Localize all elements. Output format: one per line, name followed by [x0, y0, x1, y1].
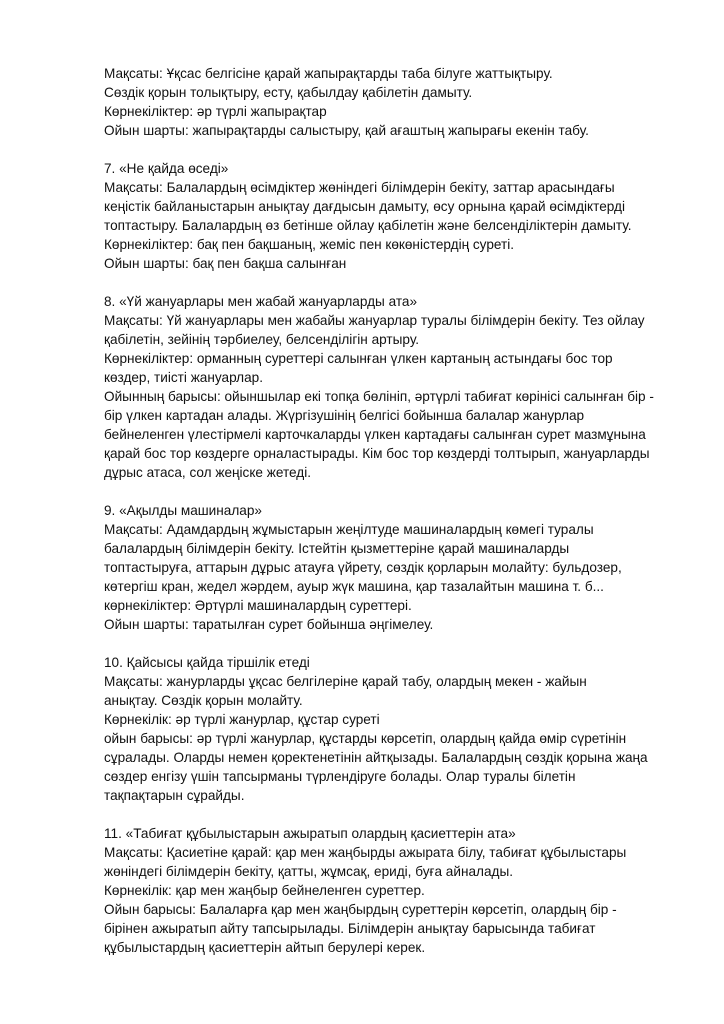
section-line: қабілетін, зейінің тәрбиелеу, белсенділігін артыру.	[104, 332, 420, 347]
section-line: Көрнекіліктер: бақ пен бақшаның, жеміс пен көкөністердің суреті.	[104, 237, 515, 252]
section-line: бейнеленген үлестірмелі карточкаларды үлкен картадағы салынған сурет мазмұнына	[104, 427, 646, 442]
section-11	[104, 824, 664, 957]
section-line: бірінен ажыратып айту тапсырылады. Білімдерін анықтау барысында табиғат	[104, 921, 596, 936]
section-8	[104, 292, 664, 482]
section-line: көрнекіліктер: Әртүрлі машиналардың суреттері.	[104, 598, 412, 613]
intro-line: Сөздік қорын толықтыру, есту, қабылдау қабілетін дамыту.	[104, 85, 473, 100]
intro-line: Мақсаты: Ұқсас белгісіне қарай жапырақтарды таба білуге жаттықтыру.	[104, 66, 553, 81]
section-line: Мақсаты: Балалардың өсімдіктер жөніндегі білімдерін бекіту, заттар арасындағы	[104, 180, 615, 195]
section-line: Мақсаты: жанурларды ұқсас белгілеріне қарай табу, олардың мекен - жайын	[104, 674, 587, 689]
section-line: қарай бос тор көздерге орналастырады. Кім бос тор көздерді толтырып, жануарларды	[104, 446, 650, 461]
section-line: жөніндегі білімдерін бекіту, қатты, жұмсақ, ериді, буға айналады.	[104, 864, 513, 879]
section-line: сөздер енгізу үшін тапсырманы түрлендіруге болады. Олар туралы білетін	[104, 769, 576, 784]
section-7	[104, 159, 664, 273]
section-line: топтастыру. Балалардың өз бетінше ойлау қабілетін және белсенділіктерін дамыту.	[104, 218, 632, 233]
document-page	[104, 64, 664, 976]
intro-line: Көрнекіліктер: әр түрлі жапырақтар	[104, 104, 327, 119]
section-line: Көрнекілік: қар мен жаңбыр бейнеленген суреттер.	[104, 883, 425, 898]
section-line: Мақсаты: Қасиетіне қарай: қар мен жаңбырды ажырата білу, табиғат құбылыстары	[104, 845, 627, 860]
section-line: Көрнекілік: әр түрлі жанурлар, құстар суреті	[104, 712, 380, 727]
section-title: 11. «Табиғат құбылыстарын ажыратып олардың қасиеттерін ата»	[104, 826, 516, 841]
intro-block	[104, 64, 664, 140]
section-line: Ойын шарты: бақ пен бақша салынған	[104, 256, 347, 271]
section-line: Көрнекіліктер: орманның суреттері салынған үлкен картаның астындағы бос тор	[104, 351, 613, 366]
section-line: сұралады. Оларды немен қоректенетінін айтқызады. Балалардың сөздік қорына жаңа	[104, 750, 648, 765]
section-title: 9. «Ақылды машиналар»	[104, 503, 262, 518]
section-line: құбылыстардың қасиеттерін айтып берулері керек.	[104, 940, 426, 955]
section-line: көтергіш кран, жедел жәрдем, ауыр жүк машина, қар тазалайтын машина т. б...	[104, 579, 604, 594]
section-line: кеңістік байланыстарын анықтау дағдысын дамыту, өсу орнына қарай өсімдіктерді	[104, 199, 625, 214]
section-line: балалардың білімдерін бекіту. Істейтін қызметтеріне қарай машиналарды	[104, 541, 570, 556]
section-line: топтастыруға, аттарын дұрыс атауға үйрету, сөздік қорларын молайту: бульдозер,	[104, 560, 622, 575]
section-line: Мақсаты: Адамдардың жұмыстарын жеңілтуде машиналардың көмегі туралы	[104, 522, 594, 537]
section-line: анықтау. Сөздік қорын молайту.	[104, 693, 303, 708]
section-line: тақпақтарын сұрайды.	[104, 788, 245, 803]
section-line: Ойын шарты: таратылған сурет бойынша әңгімелеу.	[104, 617, 434, 632]
section-title: 8. «Үй жануарлары мен жабай жануарларды ата»	[104, 294, 418, 309]
section-title: 7. «Не қайда өседі»	[104, 161, 229, 176]
section-line: дұрыс атаса, сол жеңіске жетеді.	[104, 465, 312, 480]
section-title: 10. Қайсысы қайда тіршілік етеді	[104, 655, 310, 670]
section-10	[104, 653, 664, 805]
section-line: көздер, тиісті жануарлар.	[104, 370, 263, 385]
section-line: бір үлкен картадан алады. Жүргізушінің белгісі бойынша балалар жанурлар	[104, 408, 585, 423]
intro-line: Ойын шарты: жапырақтарды салыстыру, қай ағаштың жапырағы екенін табу.	[104, 123, 589, 138]
section-line: Ойынның барысы: ойыншылар екі топқа бөлініп, әртүрлі табиғат көрінісі салынған бір -	[104, 389, 654, 404]
section-9	[104, 501, 664, 634]
section-line: Ойын барысы: Балаларға қар мен жаңбырдың суреттерін көрсетіп, олардың бір -	[104, 902, 617, 917]
section-line: Мақсаты: Үй жануарлары мен жабайы жануарлар туралы білімдерін бекіту. Тез ойлау	[104, 313, 645, 328]
section-line: ойын барысы: әр түрлі жанурлар, құстарды көрсетіп, олардың қайда өмір сүретінін	[104, 731, 627, 746]
